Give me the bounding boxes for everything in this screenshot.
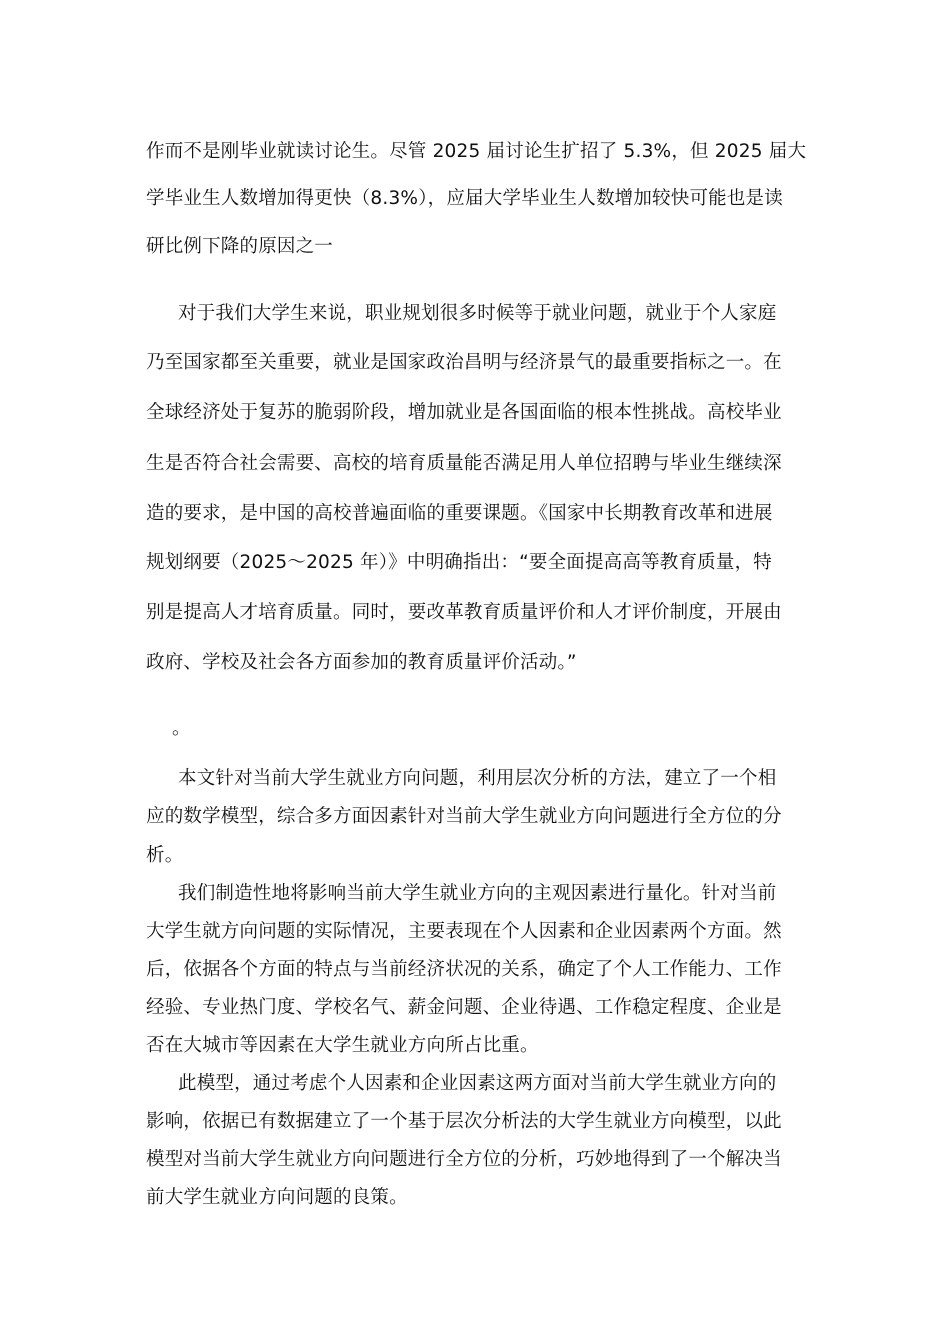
- text-line: 模型对当前大学生就业方向问题进行全方位的分析，巧妙地得到了一个解决当: [146, 1149, 782, 1170]
- text-line: 否在大城市等因素在大学生就业方向所占比重。: [146, 1035, 539, 1056]
- text-line: 对于我们大学生来说，职业规划很多时候等于就业问题，就业于个人家庭: [178, 303, 777, 324]
- text-line: 。: [172, 718, 191, 739]
- text-line: 本文针对当前大学生就业方向问题，利用层次分析的方法，建立了一个相: [178, 768, 777, 789]
- text-line: 后，依据各个方面的特点与当前经济状况的关系，确定了个人工作能力、工作: [146, 959, 782, 980]
- text-line: 生是否符合社会需要、高校的培育质量能否满足用人单位招聘与毕业生继续深: [146, 453, 782, 474]
- text-line: 前大学生就业方向问题的良策。: [146, 1187, 408, 1208]
- text-line: 大学生就方向问题的实际情况，主要表现在个人因素和企业因素两个方面。然: [146, 921, 782, 942]
- text-line: 造的要求，是中国的高校普遍面临的重要课题。《国家中长期教育改革和进展: [146, 503, 773, 524]
- text-line: 经验、专业热门度、学校名气、薪金问题、企业待遇、工作稳定程度、企业是: [146, 997, 782, 1018]
- text-line: 作而不是刚毕业就读讨论生。尽管 2025 届讨论生扩招了 5.3%，但 2025 届大: [146, 141, 807, 162]
- text-line: 此模型，通过考虑个人因素和企业因素这两方面对当前大学生就业方向的: [178, 1073, 777, 1094]
- text-line: 乃至国家都至关重要，就业是国家政治昌明与经济景气的最重要指标之一。在: [146, 352, 782, 373]
- text-line: 析。: [146, 845, 184, 866]
- text-line: 政府、学校及社会各方面参加的教育质量评价活动。”: [146, 652, 577, 673]
- text-line: 影响，依据已有数据建立了一个基于层次分析法的大学生就业方向模型，以此: [146, 1111, 782, 1132]
- text-line: 全球经济处于复苏的脆弱阶段，增加就业是各国面临的根本性挑战。高校毕业: [146, 402, 782, 423]
- text-line: 学毕业生人数增加得更快（8.3%），应届大学毕业生人数增加较快可能也是读: [146, 188, 783, 209]
- text-line: 我们制造性地将影响当前大学生就业方向的主观因素进行量化。针对当前: [178, 883, 777, 904]
- text-line: 别是提高人才培育质量。同时，要改革教育质量评价和人才评价制度，开展由: [146, 602, 782, 623]
- text-line: 研比例下降的原因之一: [146, 236, 334, 257]
- text-line: 应的数学模型，综合多方面因素针对当前大学生就业方向问题进行全方位的分: [146, 806, 782, 827]
- text-line: 规划纲要（2025～2025 年）》中明确指出：“要全面提高高等教育质量，特: [146, 552, 772, 573]
